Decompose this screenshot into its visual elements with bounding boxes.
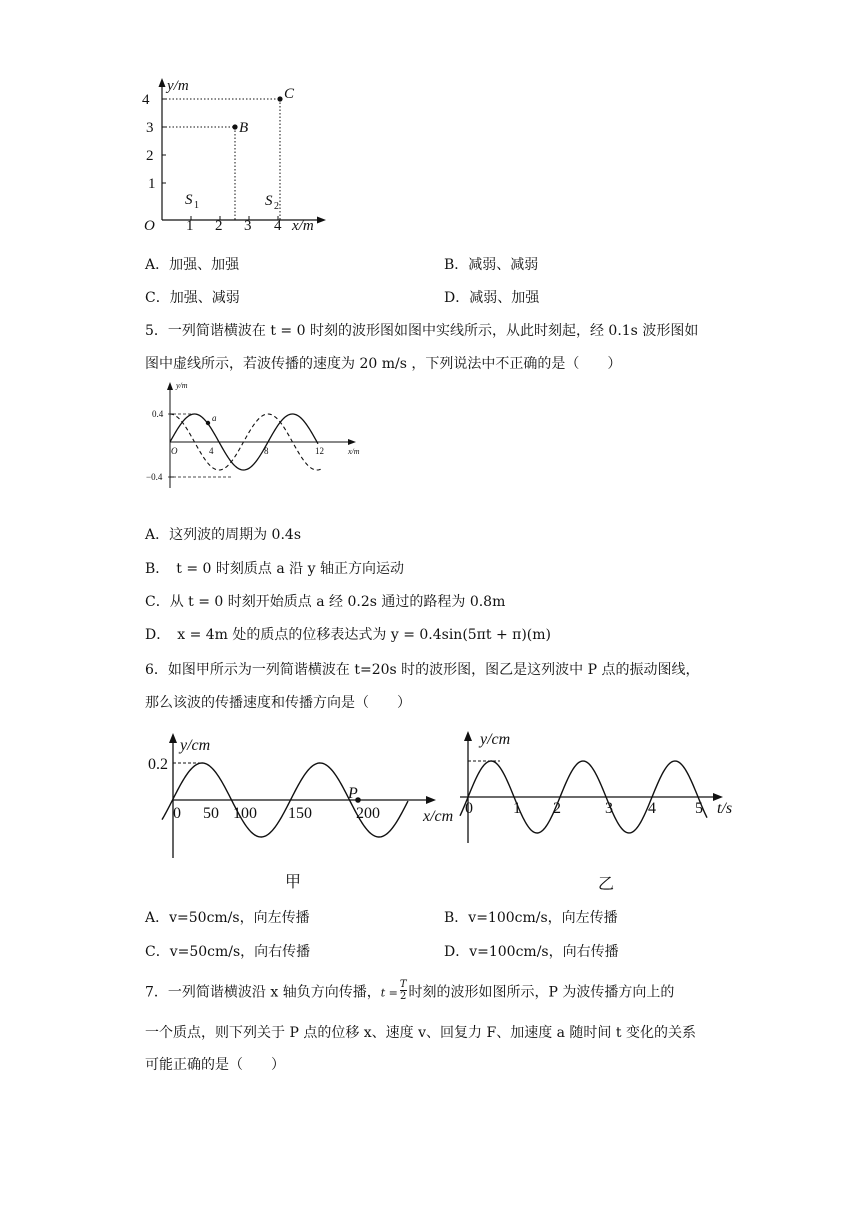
point-b-dot <box>232 124 237 129</box>
y-axis-label: y/cm <box>480 731 511 748</box>
x-tick: 4 <box>274 218 282 234</box>
y-tick-pos: 0.4 <box>152 409 164 419</box>
origin-label: O <box>171 446 178 456</box>
x-tick: 4 <box>648 800 656 817</box>
y-axis-label: y/m <box>176 381 188 390</box>
q7-stem-line3: 可能正确的是（ ） <box>145 1057 285 1073</box>
q4-option-a[interactable]: A．加强、加强 <box>145 257 240 273</box>
q6-figure-jia <box>140 728 470 863</box>
q6-option-b[interactable]: B．v=100cm/s，向左传播 <box>444 910 618 926</box>
y-axis-label: y/m <box>167 78 189 94</box>
figure-caption-jia: 甲 <box>285 872 302 891</box>
y-tick: 4 <box>142 92 150 108</box>
s1-label: S <box>185 192 193 208</box>
q6-stem-line2: 那么该波的传播速度和传播方向是（ ） <box>145 695 411 711</box>
y-tick: 3 <box>146 120 154 136</box>
s1-subscript: 1 <box>194 200 199 211</box>
x-tick: 1 <box>186 218 194 234</box>
x-tick: 0 <box>173 805 181 822</box>
q4-option-c[interactable]: C．加强、减弱 <box>145 290 240 306</box>
x-axis-label: t/s <box>717 800 733 817</box>
q6-figure-yi <box>455 725 755 850</box>
x-tick: 12 <box>315 446 324 456</box>
q6-stem-line1: 6．如图甲所示为一列简谐横波在 t=20s 时的波形图，图乙是这列波中 P 点的振动图线， <box>145 662 700 678</box>
x-axis-label: x/m <box>292 218 314 234</box>
s2-subscript: 2 <box>274 201 279 212</box>
q7-t-equals: t = <box>380 986 398 1000</box>
q6-option-d[interactable]: D．v=100cm/s，向右传播 <box>444 944 619 960</box>
y-tick-neg: −0.4 <box>146 472 163 482</box>
q6-option-a[interactable]: A．v=50cm/s，向左传播 <box>145 910 310 926</box>
point-a-label: a <box>212 413 217 423</box>
x-tick: 200 <box>356 805 380 822</box>
x-axis-label: x/cm <box>423 808 454 825</box>
q6-option-c[interactable]: C．v=50cm/s，向右传播 <box>145 944 311 960</box>
q4-option-b[interactable]: B．减弱、减弱 <box>444 257 539 273</box>
x-tick: 50 <box>203 805 219 822</box>
x-tick: 3 <box>244 218 252 234</box>
x-tick: 100 <box>233 805 257 822</box>
point-a-dot <box>206 421 210 425</box>
q5-option-c[interactable]: C．从 t = 0 时刻开始质点 a 经 0.2s 通过的路程为 0.8m <box>145 594 506 610</box>
x-tick: 0 <box>465 800 473 817</box>
x-tick: 4 <box>209 446 214 456</box>
q5-stem-line1: 5．一列简谐横波在 t = 0 时刻的波形图如图中实线所示，从此时刻起，经 0.1s 波形图如 <box>145 323 699 339</box>
point-p-label: P <box>348 785 358 802</box>
x-tick: 2 <box>553 800 561 817</box>
point-b-label: B <box>239 120 249 136</box>
q4-figure <box>140 72 340 240</box>
point-c-label: C <box>284 86 295 102</box>
point-c-dot <box>277 96 282 101</box>
q7-stem-part2: 时刻的波形如图所示，P 为波传播方向上的 <box>408 984 675 1001</box>
q7-stem-line2: 一个质点，则下列关于 P 点的位移 x、速度 v、回复力 F、加速度 a 随时间 t 变化的关系 <box>145 1025 696 1041</box>
x-tick: 150 <box>288 805 312 822</box>
s2-label: S <box>265 193 273 209</box>
x-tick: 2 <box>215 218 223 234</box>
x-tick: 8 <box>264 446 269 456</box>
y-tick: 2 <box>146 148 154 164</box>
q7-stem-part1: 7．一列简谐横波沿 x 轴负方向传播， <box>145 984 381 1001</box>
q5-stem-line2: 图中虚线所示，若波传播的速度为 20 m/s ，下列说法中不正确的是（ ） <box>145 356 622 372</box>
figure-caption-yi: 乙 <box>598 874 615 893</box>
x-tick: 5 <box>695 800 703 817</box>
q7-fraction: $\frac{T}{2}$ <box>399 979 407 1002</box>
origin-label: O <box>144 218 155 234</box>
q4-option-d[interactable]: D．减弱、加强 <box>444 290 540 306</box>
q5-option-a[interactable]: A．这列波的周期为 0.4s <box>145 527 302 543</box>
y-tick: 0.2 <box>148 756 168 773</box>
q5-option-b[interactable]: B． t = 0 时刻质点 a 沿 y 轴正方向运动 <box>145 561 404 577</box>
x-tick: 1 <box>513 800 521 817</box>
y-tick: 1 <box>148 176 156 192</box>
x-axis-label: x/m <box>348 447 360 456</box>
y-axis-label: y/cm <box>180 737 211 754</box>
q5-figure <box>140 378 370 493</box>
q7-stem-line1 <box>145 981 674 1004</box>
q5-option-d[interactable]: D． x = 4m 处的质点的位移表达式为 y = 0.4sin(5πt + π)(m) <box>145 627 552 643</box>
x-tick: 3 <box>605 800 613 817</box>
